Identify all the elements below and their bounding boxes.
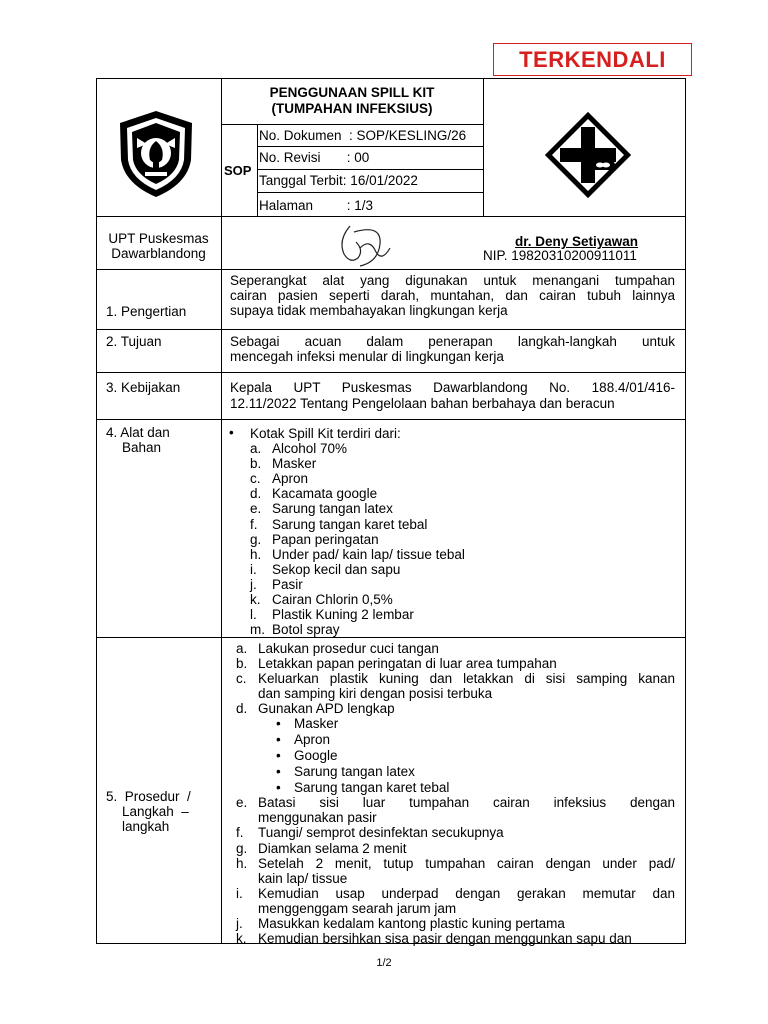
step-marker: b. [236,656,248,671]
label-pengertian: 1. Pengertian [106,304,187,319]
bullet-icon: • [276,748,281,763]
row-line-pengertian [96,329,686,330]
alat-intro: Kotak Spill Kit terdiri dari: [250,426,401,441]
alat-item: Sarung tangan karet tebal [272,516,428,532]
step-text: Diamkan selama 2 menit [258,841,407,856]
alat-marker: l. [250,607,257,623]
alat-item: Plastik Kuning 2 lembar [272,607,414,623]
meta-line-3 [257,192,483,193]
document-title-line1: PENGGUNAAN SPILL KIT [269,85,435,100]
status-stamp: TERKENDALI [493,43,692,76]
alat-marker: m. [250,622,265,638]
signatory-name: dr. Deny Setiyawan [515,234,639,249]
apd-item: Masker [294,716,339,731]
row-line-tujuan [96,372,686,373]
kebijakan-line: Kepala UPT Puskesmas Dawarblandong No. 188.4/01/416- [230,380,675,395]
apd-item: Sarung tangan karet tebal [294,780,450,795]
step-marker: c. [236,671,247,686]
bullet-icon: • [276,732,281,747]
alat-marker: i. [250,561,257,577]
label-prosedur-1: 5. Prosedur / [106,789,191,804]
puskesmas-cross-icon [540,107,636,203]
alat-item: Sekop kecil dan sapu [272,561,401,577]
step-text: Keluarkan plastik kuning dan letakkan di sisi samping kanan [258,671,675,686]
title-bottom-line [221,124,483,125]
row-line-kebijakan [96,419,686,420]
step-text: Letakkan papan peringatan di luar area tumpahan [258,656,557,671]
bullet-icon: • [276,780,281,795]
step-marker: i. [236,886,243,901]
meta-line-1 [257,146,483,147]
page-number: 1/2 [376,957,392,969]
header-divider-right [483,78,484,216]
apd-item: Google [294,748,338,763]
apd-item: Sarung tangan latex [294,764,415,779]
step-marker: f. [236,825,244,840]
alat-item: Under pad/ kain lap/ tissue tebal [272,546,465,562]
step-text: Tuangi/ semprot desinfektan secukupnya [258,825,504,840]
label-column-divider [221,216,222,944]
label-kebijakan: 3. Kebijakan [106,380,181,395]
step-text: Kemudian usap underpad dengan gerakan memutar dan [258,886,675,901]
alat-item: Botol spray [272,622,340,638]
tujuan-line: Sebagai acuan dalam penerapan langkah-langkah untuk [230,334,675,349]
pengertian-line: cairan pasien seperti darah, muntahan, dan cairan tubuh lainnya [230,288,675,303]
label-tujuan: 2. Tujuan [106,334,162,349]
step-marker: h. [236,856,248,871]
step-marker: k. [236,931,247,946]
alat-item: Apron [272,471,309,487]
step-text: Masukkan kedalam kantong plastic kuning pertama [258,916,565,931]
alat-item: Papan peringatan [272,531,379,547]
pengertian-line: supaya tidak membahayakan lingkungan kerja [230,303,508,318]
alat-marker: f. [250,516,258,532]
bullet-icon: • [229,425,234,440]
step-text: Setelah 2 menit, tutup tumpahan cairan dengan under pad/ [258,856,675,871]
pengertian-line: Seperangkat alat yang digunakan untuk menangani tumpahan [230,273,675,288]
signatory-nip: NIP. 19820310200911011 [483,248,637,263]
sop-divider [257,124,258,216]
apd-item: Apron [294,732,331,747]
label-prosedur-2: Langkah – [122,804,189,819]
step-marker: j. [236,916,243,931]
alat-marker: j. [250,576,257,592]
step-marker: e. [236,795,248,810]
tujuan-line: mencegah infeksi menular di lingkungan kerja [230,349,504,364]
alat-item: Alcohol 70% [272,441,348,456]
alat-item: Kacamata google [272,486,378,502]
alat-item: Cairan Chlorin 0,5% [272,592,393,607]
alat-marker: c. [250,471,261,487]
no-dokumen: No. Dokumen : SOP/KESLING/26 [259,128,467,143]
unit-name-line2: Dawarblandong [111,246,206,261]
alat-marker: g. [250,531,262,547]
document-title-line2: (TUMPAHAN INFEKSIUS) [271,101,433,116]
step-marker: a. [236,641,248,656]
sop-label: SOP [224,163,252,178]
label-alat: 4. Alat dan [106,425,170,440]
bullet-icon: • [276,764,281,779]
alat-marker: e. [250,501,262,517]
step-text: Kemudian bersihkan sisa pasir dengan menggunkan sapu dan [258,931,632,946]
alat-marker: k. [250,592,261,607]
unit-name-line1: UPT Puskesmas [108,231,209,246]
row-line-alat [96,637,686,638]
meta-line-2 [257,169,483,170]
label-prosedur-3: langkah [122,819,170,834]
bullet-icon: • [276,716,281,731]
alat-item: Pasir [272,576,303,592]
step-text: kain lap/ tissue [258,871,348,886]
alat-marker: d. [250,486,262,502]
step-text: menggunakan pasir [258,810,377,825]
alat-item: Masker [272,456,317,472]
alat-marker: h. [250,546,262,562]
signature-icon [330,218,400,270]
kebijakan-line: 12.11/2022 Tentang Pengelolaan bahan berbahaya dan beracun [230,396,615,411]
step-marker: g. [236,841,248,856]
halaman: Halaman : 1/3 [259,198,374,213]
step-text: Gunakan APD lengkap [258,701,395,716]
regency-emblem-icon [115,108,197,200]
alat-marker: a. [250,441,262,456]
row-line-header [96,216,686,217]
alat-item: Sarung tangan latex [272,501,393,517]
step-text: dan samping kiri dengan posisi terbuka [258,686,493,701]
alat-marker: b. [250,456,262,472]
tanggal-terbit: Tanggal Terbit: 16/01/2022 [259,173,418,188]
no-revisi: No. Revisi : 00 [259,150,370,165]
step-text: menggenggam searah jarum jam [258,901,457,916]
step-marker: d. [236,701,248,716]
step-text: Lakukan prosedur cuci tangan [258,641,439,656]
step-text: Batasi sisi luar tumpahan cairan infeksius dengan [258,795,675,810]
label-bahan: Bahan [122,440,162,455]
